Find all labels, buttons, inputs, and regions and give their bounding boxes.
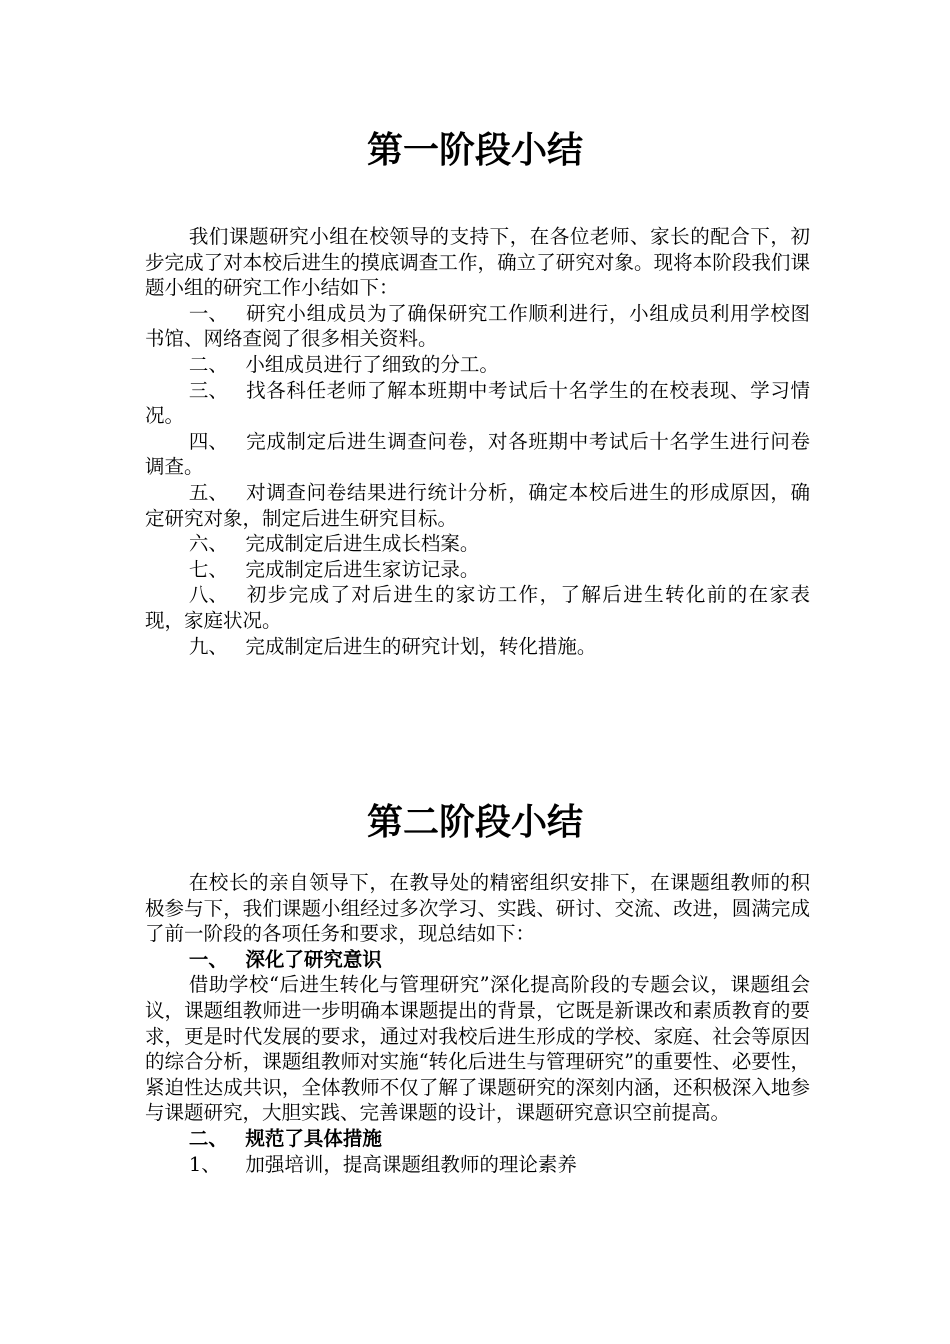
item-number: 一、: [188, 301, 228, 325]
section1-item: [145, 557, 810, 583]
section1-item: [145, 352, 810, 378]
item-text: 初步完成了对后进生的家访工作，了解后进生转化前的在家表现，家庭状况。: [145, 583, 810, 632]
item-number: 三、: [188, 378, 228, 402]
subitem-text: 加强培训，提高课题组教师的理论素养: [245, 1152, 577, 1176]
section1-intro: 我们课题研究小组在校领导的支持下，在各位老师、家长的配合下，初步完成了对本校后进生的摸底调查工作，确立了研究对象。现将本阶段我们课题小组的研究工作小结如下：: [145, 225, 810, 300]
section2-body: [145, 870, 810, 1177]
section1-body: [145, 224, 810, 659]
item-text: 小组成员进行了细致的分工。: [245, 352, 499, 376]
item-number: 四、: [188, 429, 228, 453]
item-text: 完成制定后进生的研究计划，转化措施。: [245, 634, 597, 658]
heading-number: 二、: [188, 1126, 228, 1150]
section1-item: [145, 378, 810, 429]
heading-text: 深化了研究意识: [245, 947, 382, 971]
item-text: 完成制定后进生成长档案。: [245, 532, 480, 556]
section2-heading: [145, 1126, 810, 1152]
section1-item: [145, 582, 810, 633]
section1-title: 第一阶段小结: [366, 129, 583, 171]
section1-item: [145, 480, 810, 531]
item-text: 完成制定后进生家访记录。: [245, 557, 480, 581]
item-number: 七、: [188, 557, 228, 581]
item-text: 对调查问卷结果进行统计分析，确定本校后进生的形成原因，确定研究对象，制定后进生研究目标。: [145, 480, 810, 530]
item-text: 完成制定后进生调查问卷，对各班期中考试后十名学生进行问卷调查。: [145, 429, 810, 479]
item-text: 研究小组成员为了确保研究工作顺利进行，小组成员利用学校图书馆、网络查阅了很多相关资料。: [145, 301, 810, 351]
item-text: 找各科任老师了解本班期中考试后十名学生的在校表现、学习情况。: [145, 378, 810, 428]
section2-intro: 在校长的亲自领导下，在教导处的精密组织安排下，在课题组教师的积极参与下，我们课题小组经过多次学习、实践、研讨、交流、改进，圆满完成了前一阶段的各项任务和要求，现总结如下：: [145, 871, 810, 946]
section2-body-paragraph: 借助学校“后进生转化与管理研究”深化提高阶段的专题会议，课题组会议，课题组教师进一步明确本课题提出的背景，它既是新课改和素质教育的要求，更是时代发展的要求，通过对我校后进生形成的学校、家庭、社会等原因的综合分析，课题组教师对实施“转化后进生与管理研究”的重要性、必要性，紧迫性达成共识，全体教师不仅了解了课题研究的深刻内涵，还积极深入地参与课题研究，大胆实践、完善课题的设计，课题研究意识空前提高。: [145, 973, 810, 1125]
subitem-number: 1、: [188, 1152, 221, 1176]
section2-subitem: [145, 1152, 810, 1178]
item-number: 九、: [188, 634, 228, 658]
section2-title: 第二阶段小结: [366, 801, 583, 843]
section2-heading: [145, 947, 810, 973]
section1-item: [145, 429, 810, 480]
heading-number: 一、: [188, 947, 228, 971]
heading-text: 规范了具体措施: [245, 1126, 382, 1150]
item-number: 五、: [188, 480, 228, 504]
item-number: 八、: [188, 583, 228, 607]
item-number: 六、: [188, 532, 228, 556]
section1-item: [145, 301, 810, 352]
section1-item: [145, 531, 810, 557]
section1-item: [145, 634, 810, 660]
item-number: 二、: [188, 352, 228, 376]
